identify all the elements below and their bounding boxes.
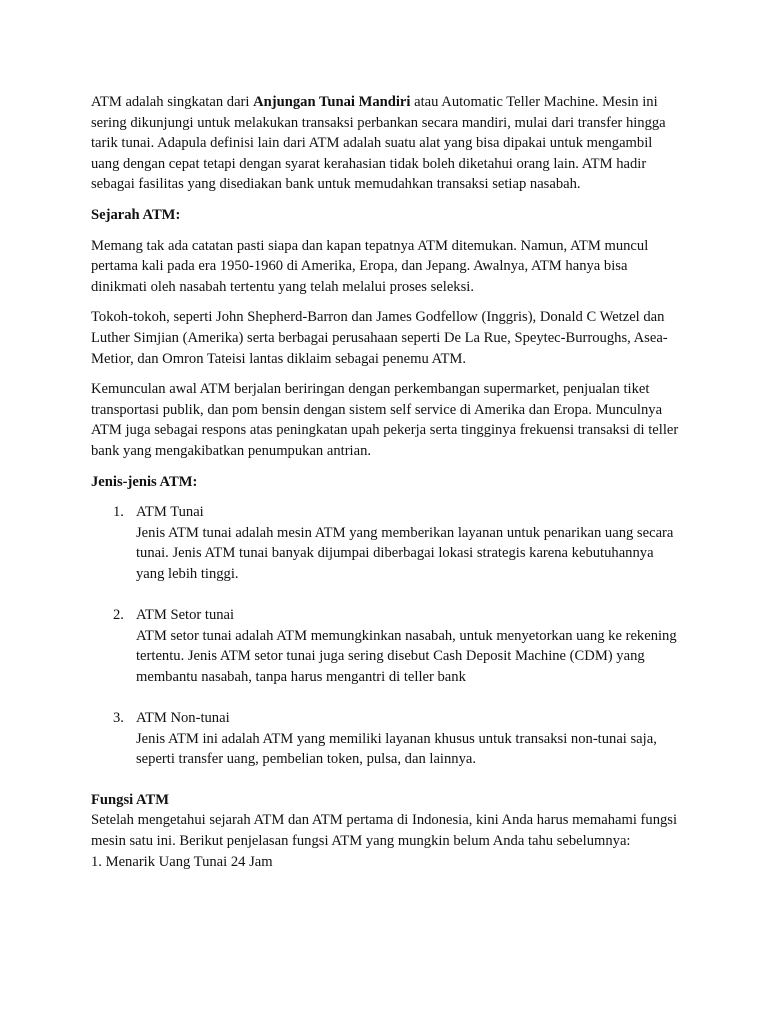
list-item-title: ATM Non-tunai (136, 710, 230, 727)
sejarah-paragraph-3: Kemunculan awal ATM berjalan beriringan dengan perkembangan supermarket, penjualan tiket transportasi publik, dan pom bensin dengan sistem self service di Amerika dan Eropa. Munculnya ATM juga sebagai respons atas peningkatan upah pekerja serta tingginya frekuensi transaksi di teller bank yang mengakibatkan penumpukan antrian. (91, 381, 679, 459)
list-item (91, 502, 681, 584)
list-item-number: 1. (113, 504, 124, 521)
sejarah-paragraph-2: Tokoh-tokoh, seperti John Shepherd-Barron dan James Godfellow (Inggris), Donald C Wetzel dan Luther Simjian (Amerika) serta berbagai perusahaan seperti De La Rue, Speytec-Burroughs, Asea-Metior, dan Omron Tateisi lantas diklaim sebagai penemu ATM. (91, 309, 668, 367)
sejarah-paragraph-1: Memang tak ada catatan pasti siapa dan kapan tepatnya ATM ditemukan. Namun, ATM muncul pertama kali pada era 1950-1960 di Amerika, Eropa, dan Jepang. Awalnya, ATM hanya bisa dinikmati oleh nasabah tertentu yang telah melalui proses seleksi. (91, 237, 649, 295)
list-item-number: 2. (113, 607, 124, 624)
jenis-heading: Jenis-jenis ATM: (91, 473, 198, 490)
intro-suffix: atau Automatic Teller Machine. Mesin ini sering dikunjungi untuk melakukan transaksi perbankan secara mandiri, mulai dari transfer hingga tarik tunai. Adapula definisi lain dari ATM adalah suatu alat yang bisa dipakai untuk mengambil uang dengan cepat tetapi dengan syarat kerahasian tidak boleh diketahui orang lain. ATM hadir sebagai fasilitas yang disediakan bank untuk memudahkan transaksi setiap nasabah. (91, 94, 666, 193)
list-item-number: 3. (113, 710, 124, 727)
intro-paragraph (91, 92, 681, 195)
list-item-description: Jenis ATM tunai adalah mesin ATM yang memberikan layanan untuk penarikan uang secara tunai. Jenis ATM tunai banyak dijumpai diberbagai lokasi strategis karena kebutuhannya yang lebih tinggi. (136, 524, 674, 582)
list-item-description: ATM setor tunai adalah ATM memungkinkan nasabah, untuk menyetorkan uang ke rekening tertentu. Jenis ATM setor tunai juga sering disebut Cash Deposit Machine (CDM) yang membantu nasabah, tanpa harus mengantri di teller bank (136, 627, 677, 685)
sejarah-heading: Sejarah ATM: (91, 206, 181, 223)
fungsi-heading: Fungsi ATM (91, 791, 169, 808)
fungsi-section (91, 790, 681, 872)
list-item (91, 605, 681, 687)
list-item-title: ATM Setor tunai (136, 607, 235, 624)
document-page (91, 92, 681, 872)
list-item (91, 708, 681, 770)
list-item-title: ATM Tunai (136, 504, 204, 521)
fungsi-first-item: 1. Menarik Uang Tunai 24 Jam (91, 853, 273, 870)
intro-prefix: ATM adalah singkatan dari (91, 94, 254, 110)
jenis-list (91, 502, 681, 770)
list-item-description: Jenis ATM ini adalah ATM yang memiliki layanan khusus untuk transaksi non-tunai saja, seperti transfer uang, pembelian token, pulsa, dan lainnya. (136, 730, 657, 768)
intro-bold-term: Anjungan Tunai Mandiri (253, 94, 411, 110)
fungsi-paragraph: Setelah mengetahui sejarah ATM dan ATM pertama di Indonesia, kini Anda harus memahami fungsi mesin satu ini. Berikut penjelasan fungsi ATM yang mungkin belum Anda tahu sebelumnya: (91, 812, 678, 849)
